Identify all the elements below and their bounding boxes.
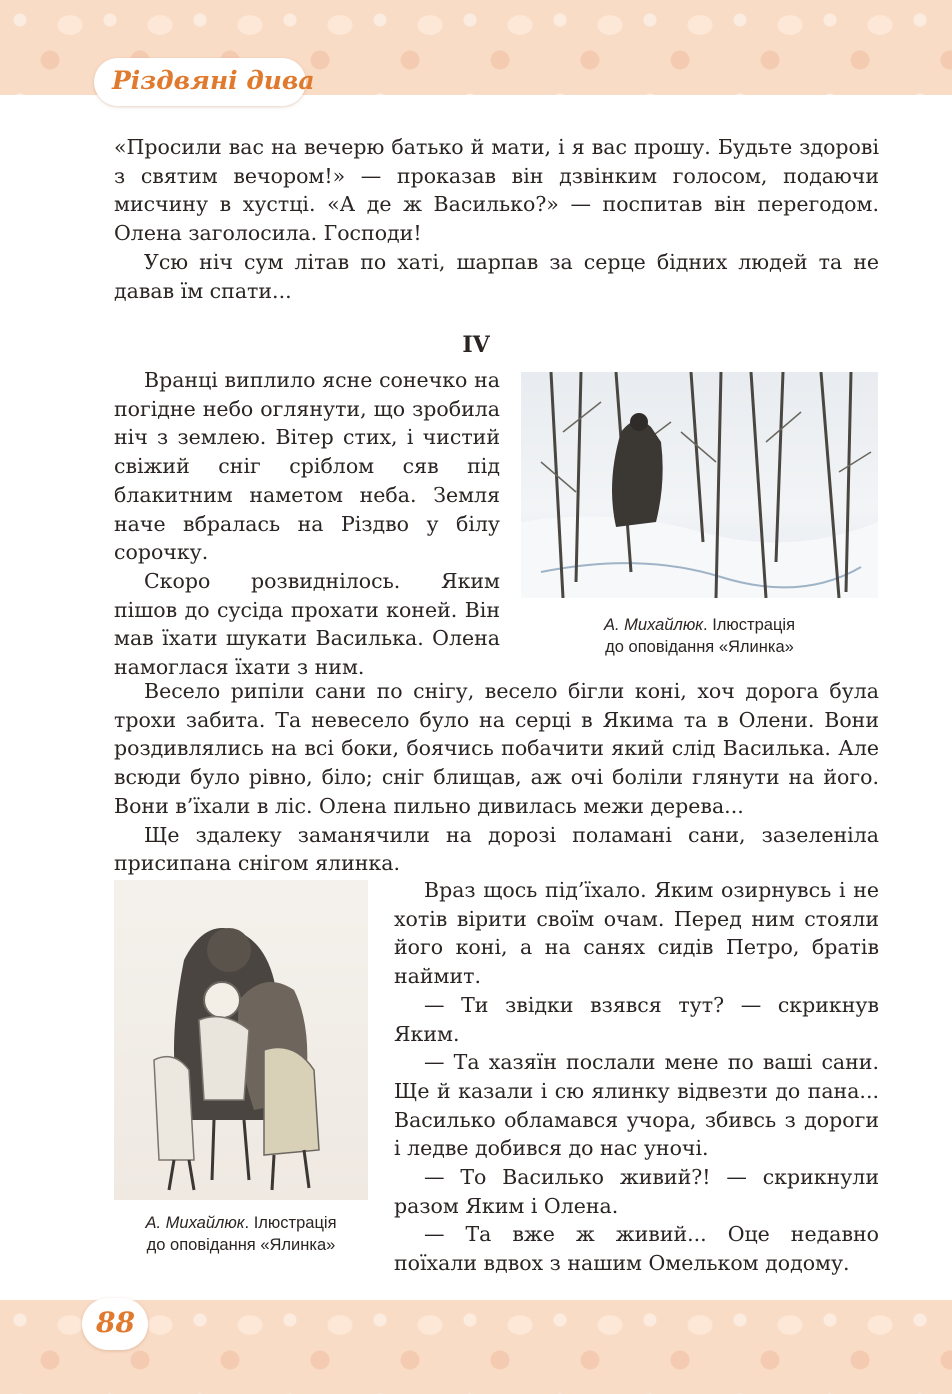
family-sketch-icon xyxy=(114,880,368,1200)
caption-line-1 xyxy=(521,614,878,636)
caption-text: . Ілюстрація xyxy=(703,616,795,634)
chapter-heading: IV xyxy=(462,332,490,358)
text-block-1 xyxy=(114,133,879,305)
paragraph: Враз щось під’їхало. Яким озирнувсь і не хотів вірити своїм очам. Перед ним стояли його коні, а на санях сидів Петро, братів наймит. xyxy=(394,878,879,989)
page-number: 88 xyxy=(96,1306,135,1339)
illustration-caption xyxy=(521,614,878,658)
text-block-2 xyxy=(114,366,500,682)
caption-line-2: до оповідання «Ялинка» xyxy=(605,638,794,656)
paragraph: — Та хазяїн послали мене по ваші сани. Ще й казали і сю ялинку відвезти до пана... Василько обламався учора, збивсь з дороги і ледве добився до нас уночі. xyxy=(394,1050,879,1161)
paragraph: Ще здалеку заманячили на дорозі поламані сани, зазеленіла присипана снігом ялинка. xyxy=(114,822,879,876)
caption-text: . Ілюстрація xyxy=(244,1214,337,1232)
paragraph: Усю ніч сум літав по хаті, шарпав за серце бідних людей та не давав їм спати... xyxy=(114,249,879,303)
winter-forest-illustration xyxy=(521,372,878,598)
paragraph: — Ти звідки взявся тут? — скрикнув Яким. xyxy=(394,992,879,1046)
text-block-4 xyxy=(394,876,879,1278)
paragraph: Скоро розвиднілось. Яким пішов до сусіда прохати коней. Він мав їхати шукати Василька. Олена намоглася їхати з ним. xyxy=(114,568,500,680)
section-title: Різдвяні дива xyxy=(112,66,315,95)
caption-author: А. Михайлюк xyxy=(145,1214,245,1232)
text-block-3 xyxy=(114,677,879,878)
paragraph: Весело рипіли сани по снігу, весело бігли коні, хоч дорога була трохи забита. Та невесело було на серці в Якима та в Олени. Вони роздивлялись на всі боки, боячись побачити який слід Василька. Але всюди було рівно, біло; сніг блищав, аж очі боліли глянути на його. Вони в’їхали в ліс. Олена пильно дивилась межи дерева... xyxy=(114,679,879,818)
illustration-caption xyxy=(100,1212,382,1256)
paragraph: «Просили вас на вечерю батько й мати, і я вас прошу. Будьте здорові з святим вечором!» — проказав він дзвінким голосом, подаючи мисчину в хустці. «А де ж Василько?» — поспитав він перегодом. Олена заголосила. Господи! xyxy=(114,135,879,246)
paragraph: Вранці виплило ясне сонечко на погідне небо оглянути, що зробила ніч з землею. Вітер стих, і чистий свіжий сніг сріблом сяв під блакитним наметом неба. Земля наче вбралась на Різдво у білу сорочку. xyxy=(114,368,500,565)
caption-line-2: до оповідання «Ялинка» xyxy=(146,1236,336,1254)
caption-line-1 xyxy=(100,1212,382,1234)
caption-author: А. Михайлюк xyxy=(604,616,704,634)
family-embrace-illustration xyxy=(114,880,368,1200)
paragraph: — То Василько живий?! — скрикнули разом Яким і Олена. xyxy=(394,1165,879,1218)
forest-sketch-icon xyxy=(521,372,878,598)
paragraph: — Та вже ж живий... Оце недавно поїхали вдвох з нашим Омельком додому. xyxy=(394,1222,879,1276)
